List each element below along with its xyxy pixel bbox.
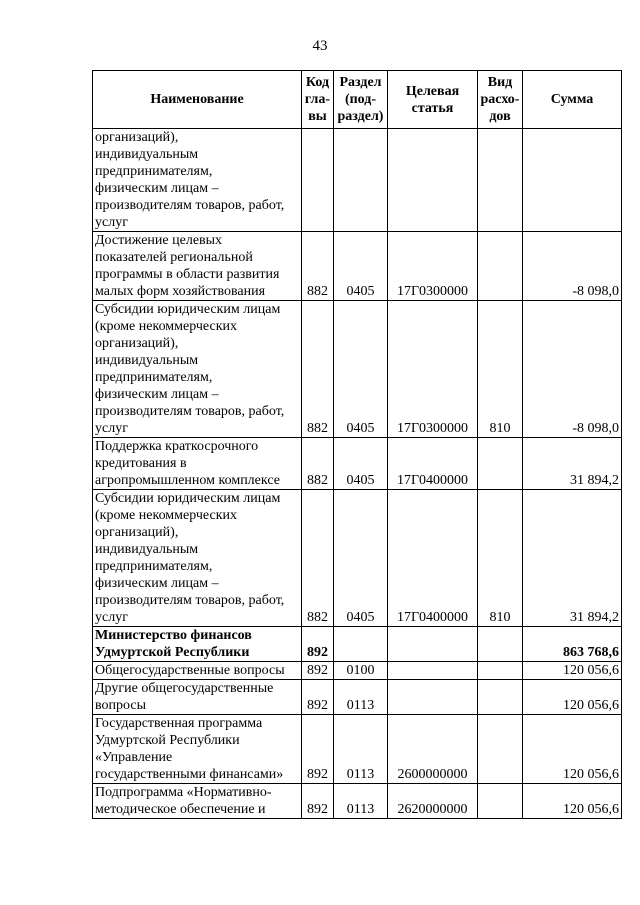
row-expense-type: 810: [478, 490, 523, 627]
row-target: 17Г0400000: [388, 438, 478, 490]
row-name-line: «Управление: [95, 750, 173, 765]
row-name-line: Поддержка краткосрочного: [95, 439, 259, 454]
row-name-line: услуг: [95, 421, 128, 436]
header-expense-type-line: расхо-: [480, 92, 520, 107]
row-name-line: предпринимателям,: [95, 370, 213, 385]
row-code: 882: [302, 232, 334, 301]
row-name-line: организаций),: [95, 130, 179, 145]
row-expense-type: [478, 662, 523, 680]
row-name: [93, 715, 302, 784]
row-name-line: индивидуальным: [95, 542, 199, 557]
table-row: [93, 301, 622, 438]
row-name-line: физическим лицам –: [95, 576, 219, 591]
header-amount: Сумма: [523, 71, 622, 129]
row-code: 882: [302, 438, 334, 490]
row-name-line: Общегосударственные вопросы: [95, 663, 285, 678]
page-number: 43: [312, 38, 328, 54]
row-name: [93, 784, 302, 819]
row-section: 0405: [334, 490, 388, 627]
row-section: 0113: [334, 784, 388, 819]
header-section-line: (под-: [344, 92, 377, 107]
row-name-line: Министерство финансов: [95, 628, 252, 643]
row-name-line: индивидуальным: [95, 353, 199, 368]
row-amount: 120 056,6: [523, 784, 622, 819]
row-name-line: индивидуальным: [95, 147, 199, 162]
row-name: [93, 129, 302, 232]
row-name-line: предпринимателям,: [95, 559, 213, 574]
row-name-line: физическим лицам –: [95, 181, 219, 196]
header-target-line: статья: [411, 100, 454, 116]
row-target: 17Г0300000: [388, 232, 478, 301]
row-name: [93, 662, 302, 680]
row-code: 882: [302, 301, 334, 438]
row-expense-type: 810: [478, 301, 523, 438]
row-name-line: агропромышленном комплексе: [95, 473, 280, 488]
row-code: 892: [302, 784, 334, 819]
header-expense-type-line: Вид: [487, 75, 513, 90]
row-name: [93, 627, 302, 662]
row-target: [388, 662, 478, 680]
row-expense-type: [478, 715, 523, 784]
row-section: 0113: [334, 715, 388, 784]
row-code: [302, 129, 334, 232]
row-name-line: физическим лицам –: [95, 387, 219, 402]
row-name-line: (кроме некоммерческих: [95, 508, 237, 523]
row-name-line: (кроме некоммерческих: [95, 319, 237, 334]
row-amount: 31 894,2: [523, 438, 622, 490]
row-amount: [523, 129, 622, 232]
row-name-line: кредитования в: [95, 456, 187, 471]
row-name-line: программы в области развития: [95, 267, 280, 282]
row-name-line: организаций),: [95, 336, 179, 351]
row-amount: 120 056,6: [523, 680, 622, 715]
header-code-line: Код: [305, 75, 330, 90]
header-code: [302, 71, 334, 129]
row-expense-type: [478, 627, 523, 662]
table-row: [93, 232, 622, 301]
row-section: 0405: [334, 301, 388, 438]
table-row: [93, 715, 622, 784]
row-name-line: вопросы: [95, 698, 146, 713]
row-amount: 120 056,6: [523, 662, 622, 680]
row-name: [93, 438, 302, 490]
row-amount: -8 098,0: [523, 232, 622, 301]
table-row: [93, 662, 622, 680]
row-code: 892: [302, 627, 334, 662]
row-name-line: производителям товаров, работ,: [95, 198, 285, 213]
row-name-line: производителям товаров, работ,: [95, 593, 285, 608]
row-name-line: Государственная программа: [95, 716, 263, 731]
row-target: [388, 129, 478, 232]
table-row: [93, 129, 622, 232]
row-name-line: организаций),: [95, 525, 179, 540]
row-name: [93, 232, 302, 301]
row-expense-type: [478, 232, 523, 301]
row-name-line: показателей региональной: [95, 250, 253, 265]
row-target: [388, 627, 478, 662]
row-name-line: предпринимателям,: [95, 164, 213, 179]
row-section: [334, 129, 388, 232]
row-name: [93, 490, 302, 627]
header-section: [334, 71, 388, 129]
row-expense-type: [478, 438, 523, 490]
row-section: 0113: [334, 680, 388, 715]
row-target: 17Г0400000: [388, 490, 478, 627]
row-expense-type: [478, 129, 523, 232]
row-name-line: производителям товаров, работ,: [95, 404, 285, 419]
row-name-line: Субсидии юридическим лицам: [95, 491, 281, 506]
row-amount: 863 768,6: [523, 627, 622, 662]
row-name-line: малых форм хозяйствования: [95, 284, 266, 299]
row-name: [93, 680, 302, 715]
row-section: 0100: [334, 662, 388, 680]
header-target: [388, 71, 478, 129]
header-section-line: Раздел: [339, 75, 382, 90]
row-name-line: Субсидии юридическим лицам: [95, 302, 281, 317]
row-name: [93, 301, 302, 438]
row-name-line: Достижение целевых: [95, 233, 223, 248]
table-body: [93, 129, 622, 819]
header-expense-type: [478, 71, 523, 129]
header-name: Наименование: [93, 71, 302, 129]
row-amount: -8 098,0: [523, 301, 622, 438]
row-target: 2620000000: [388, 784, 478, 819]
row-code: 892: [302, 715, 334, 784]
row-name-line: Удмуртской Республики: [95, 733, 240, 748]
row-expense-type: [478, 784, 523, 819]
row-code: 882: [302, 490, 334, 627]
row-name-line: методическое обеспечение и: [95, 802, 266, 817]
row-name-line: услуг: [95, 215, 128, 230]
row-amount: 120 056,6: [523, 715, 622, 784]
row-name-line: Другие общегосударственные: [95, 681, 274, 696]
row-expense-type: [478, 680, 523, 715]
header-target-line: Целевая: [405, 83, 460, 99]
row-name-line: услуг: [95, 610, 128, 625]
table-header-row: [93, 71, 622, 129]
header-section-line: раздел): [337, 109, 384, 124]
row-name-line: государственными финансами»: [95, 767, 284, 782]
row-name-line: Удмуртской Республики: [95, 645, 250, 660]
table-row: [93, 680, 622, 715]
row-section: 0405: [334, 232, 388, 301]
table-row: [93, 784, 622, 819]
table-row: [93, 438, 622, 490]
header-code-line: вы: [308, 109, 327, 124]
row-target: 2600000000: [388, 715, 478, 784]
row-target: [388, 680, 478, 715]
header-code-line: гла-: [304, 92, 331, 107]
row-code: 892: [302, 662, 334, 680]
table-row: [93, 490, 622, 627]
header-expense-type-line: дов: [489, 109, 511, 124]
row-name-line: Подпрограмма «Нормативно-: [95, 785, 272, 800]
budget-table: [92, 70, 622, 819]
row-section: [334, 627, 388, 662]
row-code: 892: [302, 680, 334, 715]
row-section: 0405: [334, 438, 388, 490]
table-row: [93, 627, 622, 662]
row-amount: 31 894,2: [523, 490, 622, 627]
row-target: 17Г0300000: [388, 301, 478, 438]
